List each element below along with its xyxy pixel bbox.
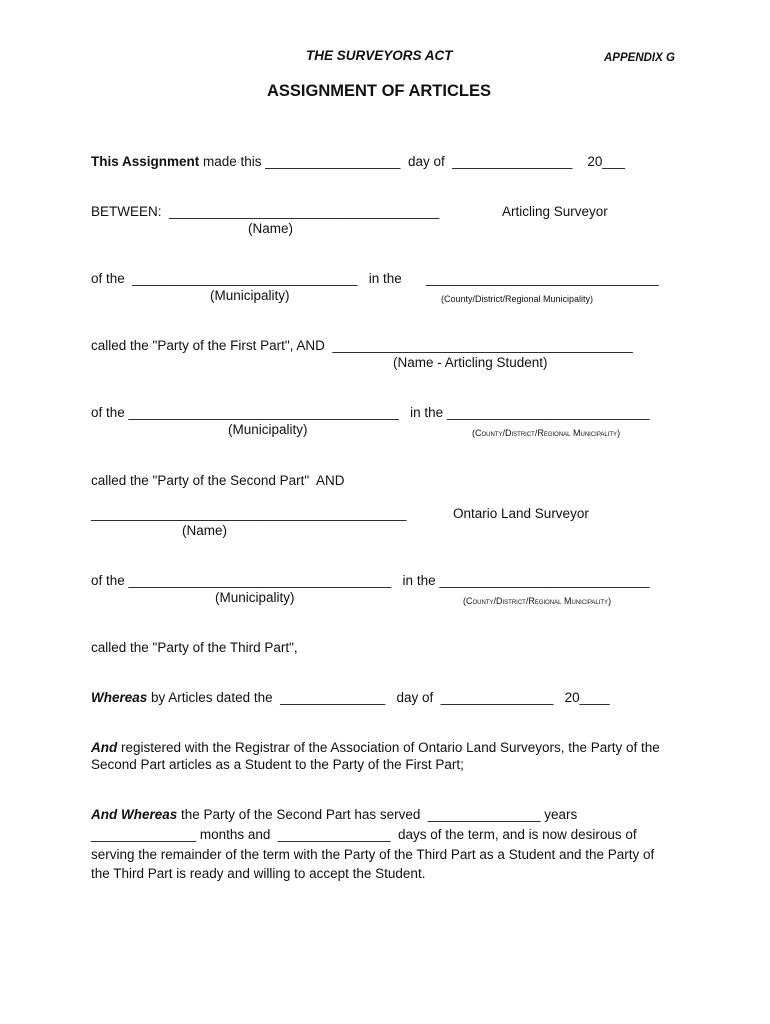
first-in-line: _______________________________ [426,271,659,286]
third-party-line: called the "Party of the Third Part", [91,640,298,655]
third-of-line: of the ___________________________________ in the ____________________________ [91,573,650,588]
and-registered-line-2: Second Part articles as a Student to the Party of the First Part; [91,757,464,772]
act-title: THE SURVEYORS ACT [306,48,453,63]
third-municipality-caption: (Municipality) [215,590,295,605]
and-whereas-line-1 [91,806,577,823]
and-lead: And [91,740,118,755]
and-whereas-text-1: the Party of the Second Part has served _______________ years [177,807,578,822]
and-whereas-line-2: ______________ months and _______________ days of the term, and is now desirous of [91,827,637,842]
document-title: ASSIGNMENT OF ARTICLES [267,82,491,100]
assignment-lead: This Assignment [91,154,200,169]
between-name-caption: (Name) [248,221,294,236]
assignment-line [91,153,625,170]
first-county-caption: (County/District/Regional Municipality) [441,294,594,304]
second-municipality-caption: (Municipality) [228,422,308,437]
first-party-line: called the "Party of the First Part", AND ________________________________________ [91,338,633,353]
articling-surveyor-role: Articling Surveyor [502,204,608,219]
appendix-label: APPENDIX G [604,52,675,64]
and-registered-text-1: registered with the Registrar of the Association of Ontario Land Surveyors, the Party of the [117,740,660,755]
whereas-lead: Whereas [91,690,148,705]
second-county-caption: (County/District/Regional Municipality) [472,428,621,438]
second-of-line: of the ____________________________________ in the ___________________________ [91,405,650,420]
third-county-caption: (County/District/Regional Municipality) [463,596,612,606]
ontario-land-surveyor-role: Ontario Land Surveyor [453,506,589,521]
assignment-text: made this __________________ day of ________________ 20___ [199,154,625,169]
third-name-line: __________________________________________ [91,506,407,521]
second-party-line: called the "Party of the Second Part" AND [91,473,345,488]
and-whereas-lead: And Whereas [91,807,178,822]
articling-student-caption: (Name - Articling Student) [393,355,548,370]
whereas-line [91,689,610,706]
and-whereas-line-4: the Third Part is ready and willing to accept the Student. [91,866,426,881]
whereas-text: by Articles dated the ______________ day of _______________ 20____ [147,690,610,705]
third-name-caption: (Name) [182,523,228,538]
and-whereas-line-3: serving the remainder of the term with the Party of the Third Part as a Student and the Party of [91,847,655,862]
first-municipality-caption: (Municipality) [210,288,290,303]
first-of-line: of the ______________________________ in the [91,271,402,286]
between-line: BETWEEN: ____________________________________ [91,204,440,219]
and-registered-line-1 [91,739,660,756]
